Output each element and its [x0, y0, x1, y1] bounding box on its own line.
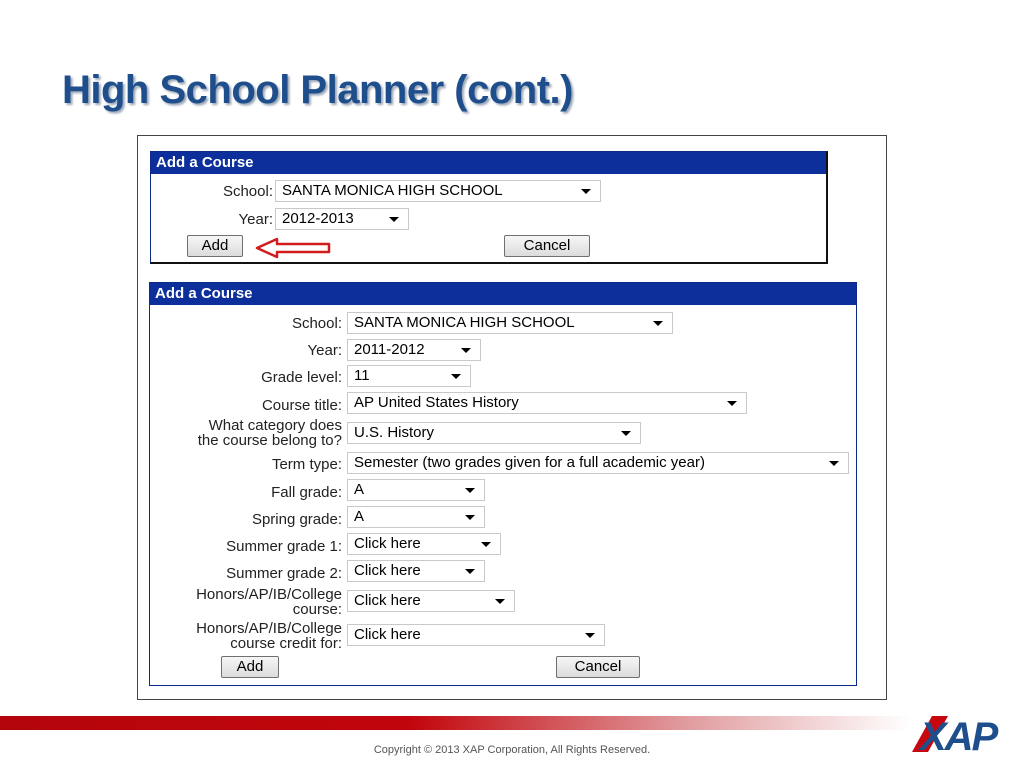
honors-course-select-value: Click here — [354, 592, 421, 609]
term-type-label: Term type: — [271, 456, 342, 473]
add-button[interactable]: Add — [187, 235, 243, 257]
school-select[interactable] — [275, 180, 601, 202]
summer-grade-2-select-value: Click here — [354, 562, 421, 579]
slide-title: High School Planner (cont.) — [62, 68, 573, 112]
chevron-down-icon — [461, 348, 471, 353]
summer-grade-1-select-value: Click here — [354, 535, 421, 552]
year-select[interactable] — [347, 339, 481, 361]
category-label-line2: the course belong to? — [197, 432, 342, 449]
chevron-down-icon — [389, 217, 399, 222]
school-row — [150, 313, 342, 337]
school-select-value: SANTA MONICA HIGH SCHOOL — [354, 314, 575, 331]
add-course-panel-simple — [150, 151, 828, 264]
chevron-down-icon — [829, 461, 839, 466]
honors-course-row — [150, 586, 342, 618]
chevron-down-icon — [465, 569, 475, 574]
summer-grade-2-row — [150, 563, 342, 587]
honors-course-label-line1: Honors/AP/IB/College — [196, 586, 342, 603]
honors-course-label-line2: course: — [292, 601, 342, 618]
add-course-panel-detailed — [149, 282, 857, 686]
year-label: Year: — [307, 342, 342, 359]
category-select-value: U.S. History — [354, 424, 435, 441]
summer-grade-1-row — [150, 536, 342, 560]
category-label-line1: What category does — [208, 417, 342, 434]
spring-grade-select-value: A — [354, 508, 365, 525]
course-title-select[interactable] — [347, 392, 747, 414]
year-row — [150, 340, 342, 364]
honors-credit-label-line2: course credit for: — [230, 635, 342, 652]
year-label: Year: — [238, 211, 273, 228]
course-title-row — [150, 395, 342, 419]
add-button[interactable]: Add — [221, 656, 279, 678]
spring-grade-select[interactable] — [347, 506, 485, 528]
red-left-arrow-icon — [255, 237, 331, 259]
grade-level-select-value: 11 — [354, 367, 370, 384]
chevron-down-icon — [465, 515, 475, 520]
term-type-select-value: Semester (two grades given for a full academic year) — [354, 454, 705, 471]
fall-grade-select[interactable] — [347, 479, 485, 501]
chevron-down-icon — [653, 321, 663, 326]
panel-header: Add a Course — [151, 152, 826, 174]
term-type-row — [150, 454, 342, 478]
chevron-down-icon — [581, 189, 591, 194]
chevron-down-icon — [451, 374, 461, 379]
year-row — [151, 209, 273, 233]
school-row — [151, 181, 273, 205]
honors-credit-row — [150, 620, 342, 652]
summer-grade-1-select[interactable] — [347, 533, 501, 555]
chevron-down-icon — [495, 599, 505, 604]
summer-grade-1-label: Summer grade 1: — [226, 538, 342, 555]
chevron-down-icon — [465, 488, 475, 493]
honors-credit-select[interactable] — [347, 624, 605, 646]
panel-header: Add a Course — [150, 283, 856, 305]
school-label: School: — [291, 315, 342, 332]
summer-grade-2-select[interactable] — [347, 560, 485, 582]
chevron-down-icon — [621, 431, 631, 436]
year-select-value: 2011-2012 — [354, 341, 425, 358]
xap-logo — [908, 708, 1012, 756]
fall-grade-select-value: A — [354, 481, 365, 498]
category-row — [150, 417, 342, 449]
category-select[interactable] — [347, 422, 641, 444]
summer-grade-2-label: Summer grade 2: — [226, 565, 342, 582]
term-type-select[interactable] — [347, 452, 849, 474]
grade-level-row — [150, 367, 342, 391]
chevron-down-icon — [481, 542, 491, 547]
honors-credit-select-value: Click here — [354, 626, 421, 643]
footer-red-bar — [0, 716, 910, 730]
fall-grade-label: Fall grade: — [271, 484, 342, 501]
year-select-value: 2012-2013 — [282, 210, 354, 227]
year-select[interactable] — [275, 208, 409, 230]
school-select-value: SANTA MONICA HIGH SCHOOL — [282, 182, 503, 199]
school-label: School: — [222, 183, 273, 200]
honors-credit-label-line1: Honors/AP/IB/College — [196, 620, 342, 637]
fall-grade-row — [150, 482, 342, 506]
grade-level-label: Grade level: — [261, 369, 342, 386]
spring-grade-label: Spring grade: — [251, 511, 342, 528]
chevron-down-icon — [727, 401, 737, 406]
chevron-down-icon — [585, 633, 595, 638]
honors-course-select[interactable] — [347, 590, 515, 612]
cancel-button[interactable]: Cancel — [556, 656, 640, 678]
logo-text: XAP — [920, 715, 997, 756]
course-title-select-value: AP United States History — [354, 394, 519, 411]
school-select[interactable] — [347, 312, 673, 334]
cancel-button[interactable]: Cancel — [504, 235, 590, 257]
copyright-text: Copyright © 2013 XAP Corporation, All Rights Reserved. — [373, 744, 651, 756]
grade-level-select[interactable] — [347, 365, 471, 387]
course-title-label: Course title: — [261, 397, 342, 414]
spring-grade-row — [150, 509, 342, 533]
